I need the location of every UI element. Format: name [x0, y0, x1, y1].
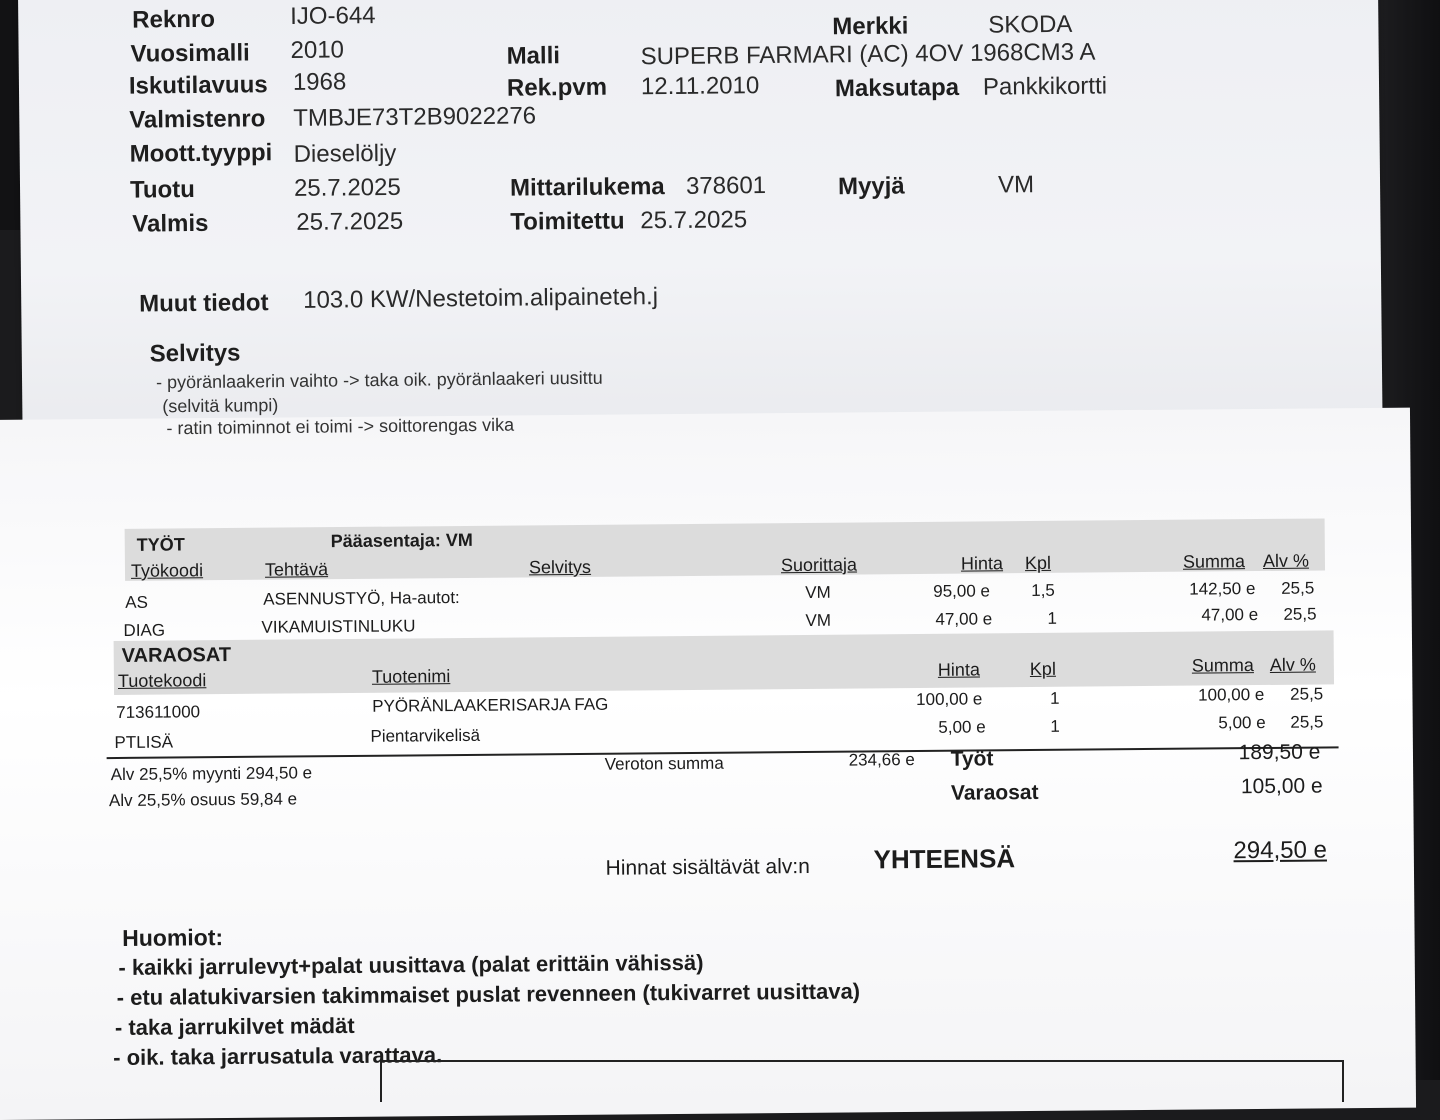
row-kpl: 1 — [1050, 688, 1060, 708]
huomiot-line-2: - etu alatukivarsien takimmaiset puslat revenneen (tukivarret uusittava) — [116, 978, 861, 1011]
row-hinta: 100,00 e — [916, 689, 983, 710]
varaosat-total-value: 105,00 e — [1240, 774, 1323, 799]
toimitettu-value: 25.7.2025 — [640, 206, 748, 235]
varaosat-total-label: Varaosat — [950, 780, 1039, 805]
vuosimalli-label: Vuosimalli — [130, 39, 250, 68]
col-alv-varaosat: Alv % — [1269, 654, 1316, 675]
row-hinta: 95,00 e — [933, 581, 991, 601]
moottyyppi-value: Dieselöljy — [293, 139, 397, 168]
row-koodi: DIAG — [123, 620, 166, 640]
varaosat-header-band — [114, 630, 1334, 695]
tyot-title: TYÖT — [136, 534, 185, 555]
col-tuotenimi: Tuotenimi — [371, 666, 451, 687]
row-tehtava: VIKAMUISTINLUKU — [261, 616, 416, 637]
row-koodi: PTLISÄ — [114, 732, 174, 753]
tyot-total-value: 189,50 e — [1238, 740, 1321, 765]
muut-tiedot-label: Muut tiedot — [139, 289, 269, 318]
valmis-label: Valmis — [132, 209, 209, 238]
row-summa: 100,00 e — [1198, 684, 1265, 705]
row-kpl: 1,5 — [1031, 580, 1055, 601]
row-tehtava: ASENNUSTYÖ, Ha-autot: — [263, 588, 460, 609]
moottyyppi-label: Moott.tyyppi — [129, 139, 273, 168]
valmistenro-label: Valmistenro — [129, 105, 266, 134]
row-alv: 25,5 — [1290, 712, 1324, 732]
merkki-label: Merkki — [832, 12, 909, 41]
row-summa: 142,50 e — [1189, 579, 1256, 599]
malli-value: SUPERB FARMARI (AC) 4OV 1968CM3 A — [640, 38, 1096, 71]
col-summa: Summa — [1182, 551, 1246, 572]
col-kpl: Kpl — [1024, 552, 1052, 574]
selvitys-line-2: (selvitä kumpi) — [162, 395, 279, 417]
muut-tiedot-value: 103.0 KW/Nestetoim.alipaineteh.j — [303, 283, 659, 314]
row-nimi: Pientarvikelisä — [370, 725, 481, 746]
huomiot-line-1: - kaikki jarrulevyt+palat uusittava (palat erittäin vähissä) — [118, 949, 704, 981]
selvitys-label: Selvitys — [149, 339, 241, 368]
row-hinta: 47,00 e — [935, 609, 993, 629]
row-koodi: AS — [125, 592, 149, 612]
row-suorittaja: VM — [805, 582, 831, 602]
tyot-total-label: Työt — [950, 747, 994, 771]
col-alv: Alv % — [1262, 550, 1310, 571]
reknro-value: IJO-644 — [290, 2, 376, 30]
vuosimalli-value: 2010 — [290, 36, 345, 64]
huomiot-line-3: - taka jarrukilvet mädät — [114, 1012, 355, 1041]
row-alv: 25,5 — [1283, 604, 1317, 624]
mittarilukema-label: Mittarilukema — [509, 173, 665, 202]
rekpvm-label: Rek.pvm — [506, 73, 608, 102]
row-nimi: PYÖRÄNLAAKERISARJA FAG — [372, 694, 609, 716]
paaasentaja: Pääasentaja: VM — [330, 529, 473, 552]
col-tuotekoodi: Tuotekoodi — [117, 670, 207, 691]
col-tehtava: Tehtävä — [264, 559, 329, 580]
tuotu-label: Tuotu — [129, 175, 195, 204]
col-tyokoodi: Työkoodi — [130, 560, 204, 581]
toimitettu-label: Toimitettu — [510, 207, 625, 236]
alv-osuus: Alv 25,5% osuus 59,84 e — [108, 789, 298, 811]
myyja-value: VM — [997, 171, 1035, 199]
rekpvm-value: 12.11.2010 — [640, 72, 760, 101]
iskutilavuus-label: Iskutilavuus — [128, 71, 268, 100]
veroton-value: 234,66 e — [848, 750, 915, 770]
col-kpl-varaosat: Kpl — [1029, 658, 1056, 680]
tuotu-value: 25.7.2025 — [293, 173, 401, 202]
maksutapa-label: Maksutapa — [834, 73, 960, 103]
valmis-value: 25.7.2025 — [296, 207, 404, 236]
reknro-label: Reknro — [132, 5, 216, 34]
myyja-label: Myyjä — [837, 172, 905, 201]
selvitys-line-1: - pyöränlaakerin vaihto -> taka oik. pyöränlaakeri uusittu — [155, 367, 603, 393]
col-selvitys: Selvitys — [528, 556, 592, 578]
col-summa-varaosat: Summa — [1191, 655, 1254, 676]
huomiot-label: Huomiot: — [122, 924, 224, 951]
row-kpl: 1 — [1050, 716, 1060, 736]
veroton-label: Veroton summa — [604, 753, 724, 774]
selvitys-line-3: - ratin toiminnot ei toimi -> soittorengas vika — [166, 414, 515, 439]
malli-label: Malli — [506, 42, 561, 70]
varaosat-title: VARAOSAT — [121, 644, 232, 667]
hinnat-sisaltavat: Hinnat sisältävät alv:n — [605, 854, 810, 880]
row-koodi: 713611000 — [116, 702, 201, 723]
signature-box — [380, 1060, 1344, 1102]
row-suorittaja: VM — [805, 610, 832, 630]
col-suorittaja: Suorittaja — [780, 554, 858, 576]
col-hinta: Hinta — [960, 553, 1004, 574]
mittarilukema-value: 378601 — [685, 171, 767, 200]
row-alv: 25,5 — [1290, 684, 1324, 704]
maksutapa-value: Pankkikortti — [982, 72, 1108, 101]
row-hinta: 5,00 e — [938, 717, 986, 737]
row-summa: 47,00 e — [1201, 605, 1259, 625]
yhteensa-value: 294,50 e — [1233, 836, 1328, 865]
row-alv: 25,5 — [1281, 578, 1315, 598]
valmistenro-value: TMBJE73T2B9022276 — [293, 102, 537, 132]
yhteensa-label: YHTEENSÄ — [873, 843, 1016, 875]
huomiot-line-4: - oik. taka jarrusatula varattava. — [113, 1042, 443, 1071]
row-kpl: 1 — [1047, 608, 1057, 628]
merkki-value: SKODA — [988, 10, 1073, 39]
alv-myynti: Alv 25,5% myynti 294,50 e — [110, 763, 313, 785]
row-summa: 5,00 e — [1218, 712, 1266, 733]
col-hinta-varaosat: Hinta — [937, 659, 980, 680]
iskutilavuus-value: 1968 — [292, 68, 347, 96]
